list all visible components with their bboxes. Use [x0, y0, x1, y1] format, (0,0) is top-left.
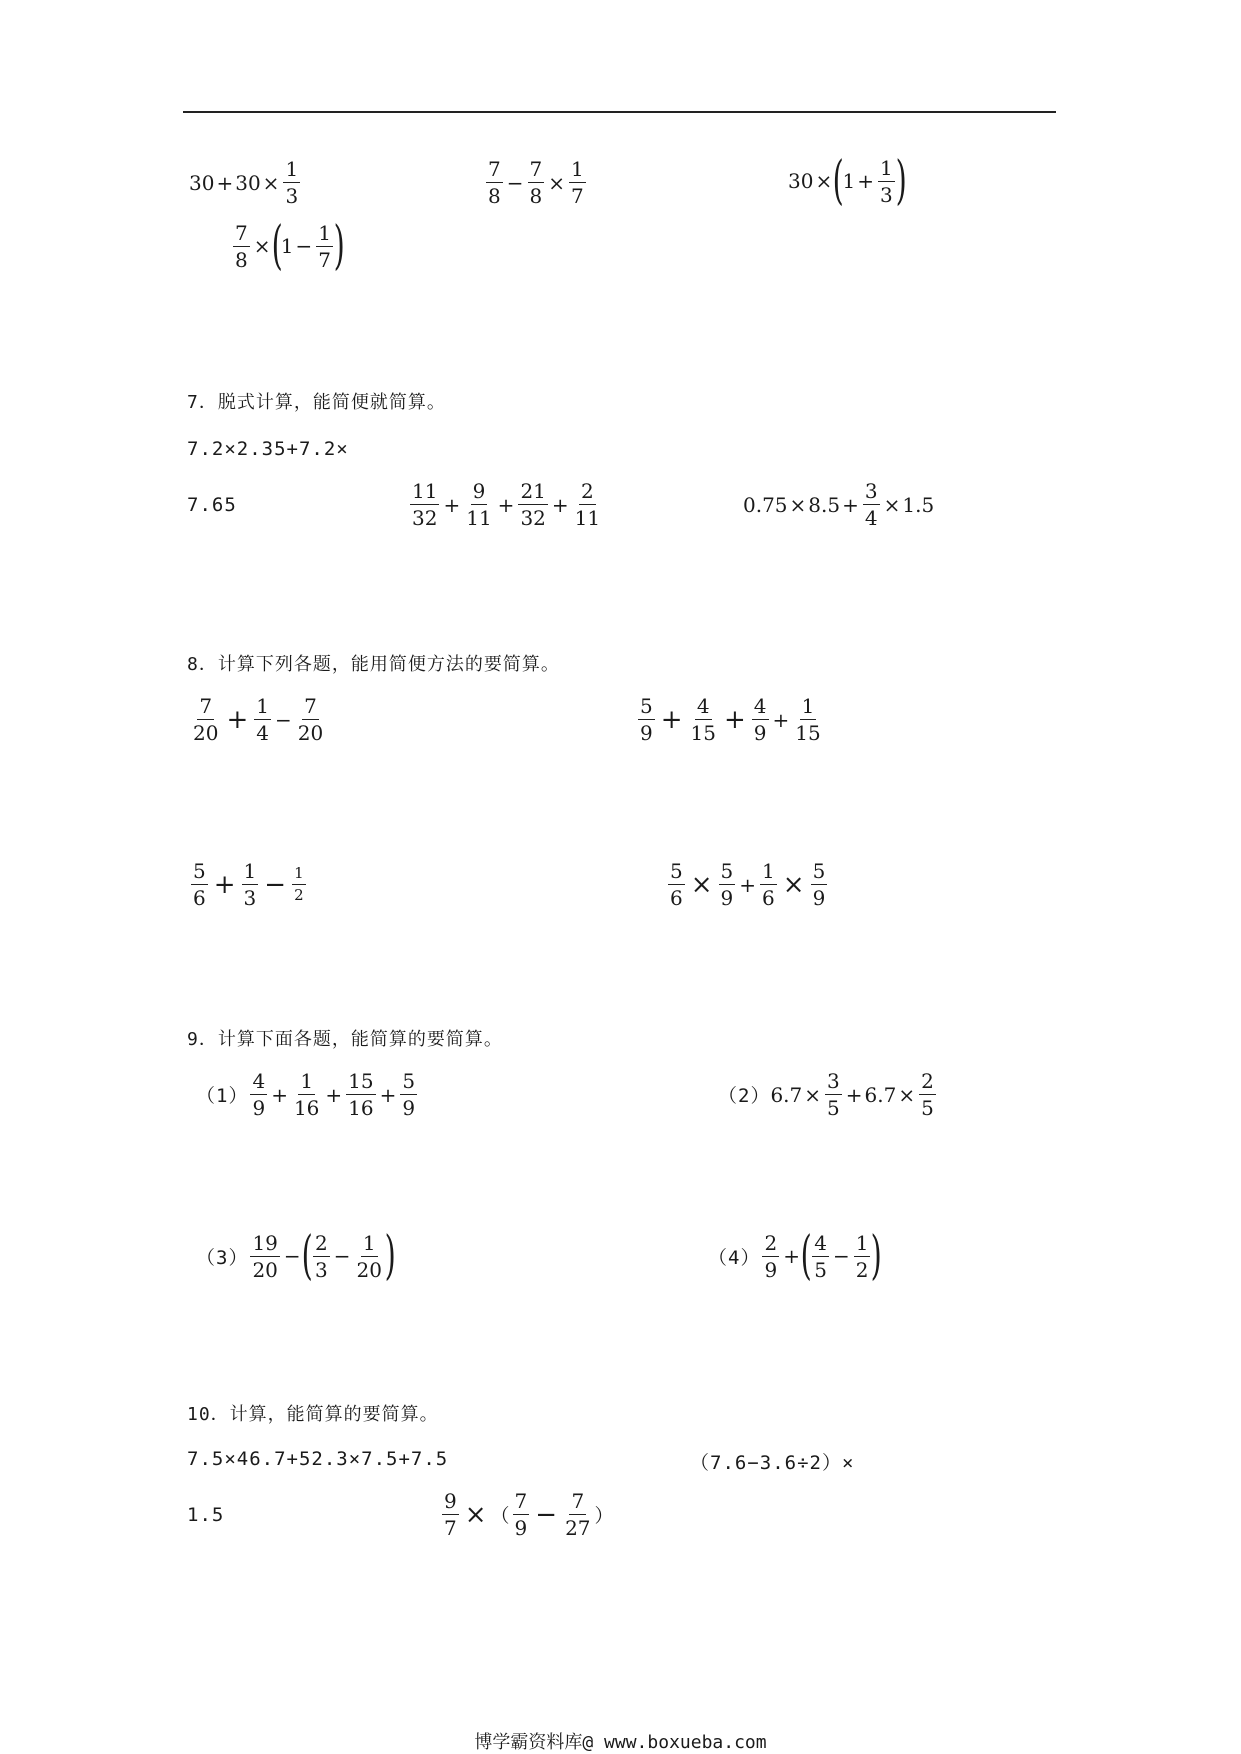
- denominator: 7: [444, 1516, 457, 1540]
- expression-term: 30: [235, 170, 261, 195]
- expression-term: （3）: [196, 1246, 249, 1269]
- fraction: [313, 1232, 330, 1281]
- fraction: [296, 695, 325, 744]
- operator: +: [325, 1082, 343, 1107]
- fraction: [486, 158, 503, 207]
- numerator: 1: [243, 859, 257, 883]
- q8-expr-1: [189, 695, 327, 744]
- denominator: 6: [762, 886, 775, 910]
- q7-expr-3: [743, 480, 934, 529]
- fraction: [563, 1490, 592, 1539]
- q9-part-2: [718, 1070, 938, 1119]
- denominator: 16: [348, 1096, 374, 1120]
- denominator: 4: [864, 506, 878, 530]
- fraction: [283, 158, 300, 207]
- denominator: 11: [466, 506, 492, 530]
- q9-part-4: [708, 1226, 883, 1286]
- fraction: [346, 1070, 375, 1119]
- q8-expr-2: [636, 695, 825, 744]
- q10-expr-3: [440, 1490, 615, 1539]
- denominator: 6: [670, 886, 683, 910]
- numerator: 1: [300, 1069, 314, 1093]
- operator: +: [660, 704, 683, 735]
- denominator: 9: [640, 721, 653, 745]
- denominator: 9: [720, 886, 734, 910]
- operator: ×: [253, 234, 271, 258]
- numerator: 9: [444, 1489, 457, 1513]
- prev-expr-2: [484, 158, 588, 207]
- fraction: [250, 1232, 279, 1281]
- expression-term: 1.5: [902, 492, 935, 517]
- fraction: [762, 1232, 779, 1281]
- fraction: [863, 480, 880, 529]
- denominator: 9: [514, 1516, 528, 1540]
- question-10-title: 10．计算，能简算的要简算。: [187, 1404, 439, 1425]
- fraction: [793, 695, 822, 744]
- fraction: [191, 860, 208, 909]
- fraction: [638, 695, 655, 744]
- operator: +: [739, 872, 757, 897]
- denominator: 16: [293, 1096, 320, 1120]
- fraction: [191, 695, 220, 744]
- numerator: 7: [488, 157, 501, 181]
- denominator: 4: [256, 721, 269, 745]
- numerator: 1: [292, 865, 306, 885]
- denominator: 32: [520, 506, 546, 530]
- numerator: 1: [362, 1230, 376, 1255]
- operator: +: [497, 492, 515, 517]
- denominator: 11: [574, 506, 601, 530]
- numerator: 7: [304, 694, 317, 718]
- operator: ×: [898, 1082, 916, 1107]
- numerator: 5: [812, 859, 826, 883]
- fraction: [254, 695, 271, 744]
- operator: −: [264, 869, 287, 900]
- denominator: 3: [243, 886, 257, 910]
- parenthesis: ): [333, 216, 345, 276]
- operator: −: [535, 1499, 558, 1530]
- operator: +: [842, 492, 859, 517]
- denominator: 9: [402, 1096, 416, 1120]
- operator: +: [723, 704, 746, 735]
- operator: ×: [883, 492, 901, 517]
- denominator: 3: [880, 182, 893, 207]
- fraction: [442, 1490, 459, 1539]
- numerator: 1: [285, 157, 299, 181]
- fraction: [242, 860, 259, 909]
- denominator: 20: [193, 721, 219, 745]
- denominator: 20: [252, 1257, 278, 1282]
- operator: ×: [789, 492, 807, 517]
- numerator: 1: [762, 859, 775, 883]
- parenthesis: ): [895, 151, 907, 211]
- operator: −: [283, 1244, 301, 1268]
- q10-expr-1: 7.5×46.7+52.3×7.5+7.5: [187, 1448, 449, 1470]
- fraction: [752, 695, 769, 744]
- operator: −: [506, 170, 524, 195]
- fraction: [573, 480, 602, 529]
- denominator: 9: [764, 1257, 778, 1282]
- denominator: 15: [690, 721, 716, 745]
- operator: ×: [548, 170, 565, 195]
- operator: +: [772, 707, 790, 732]
- fraction: [719, 860, 736, 909]
- q7-expr-2: [408, 480, 604, 529]
- operator: +: [845, 1082, 863, 1107]
- numerator: 5: [720, 859, 734, 883]
- numerator: 21: [520, 479, 546, 503]
- question-8-title: 8．计算下列各题，能用简便方法的要简算。: [187, 654, 560, 675]
- denominator: 32: [412, 506, 438, 530]
- denominator: 3: [314, 1257, 328, 1282]
- numerator: 19: [252, 1230, 278, 1255]
- fraction: [878, 157, 895, 206]
- parenthesis: (: [832, 151, 844, 211]
- numerator: 11: [412, 479, 438, 503]
- fraction: [569, 158, 586, 207]
- denominator: 2: [294, 886, 304, 904]
- fraction: [528, 158, 545, 207]
- header-rule: [183, 111, 1056, 113]
- operator: −: [333, 1244, 351, 1268]
- numerator: 2: [921, 1069, 934, 1093]
- numerator: 5: [193, 859, 206, 883]
- fraction: [354, 1232, 383, 1281]
- denominator: 27: [565, 1516, 591, 1540]
- fraction: [689, 695, 718, 744]
- q8-expr-3: [189, 860, 308, 909]
- fraction: [410, 480, 439, 529]
- q7-expr-1-line2: 7.65: [187, 494, 237, 516]
- numerator: 7: [199, 694, 213, 718]
- numerator: 1: [318, 220, 332, 245]
- denominator: 3: [285, 184, 299, 208]
- numerator: 1: [880, 155, 893, 180]
- numerator: 4: [696, 694, 710, 718]
- numerator: 3: [827, 1069, 840, 1093]
- operator: +: [216, 170, 234, 195]
- expression-term: 0.75: [743, 492, 788, 517]
- denominator: 20: [297, 721, 324, 745]
- numerator: 7: [235, 220, 248, 245]
- denominator: 15: [795, 721, 821, 745]
- q9-part-3: [196, 1226, 396, 1286]
- fraction: [464, 480, 493, 529]
- numerator: 15: [348, 1069, 374, 1093]
- numerator: 1: [801, 694, 815, 718]
- operator: +: [213, 869, 236, 900]
- q10-expr-2-line1: （7.6−3.6÷2）×: [690, 1452, 855, 1474]
- expression-term: 1: [280, 234, 294, 258]
- operator: +: [226, 704, 249, 735]
- expression-term: （2）: [718, 1085, 771, 1107]
- numerator: 4: [814, 1230, 827, 1255]
- denominator: 8: [529, 184, 543, 208]
- numerator: 4: [252, 1069, 266, 1093]
- operator: +: [857, 169, 875, 193]
- denominator: 8: [488, 184, 501, 208]
- question-7-title: 7．脱式计算，能简便就简算。: [187, 392, 446, 413]
- numerator: 7: [529, 157, 543, 181]
- parenthesis: (: [800, 1226, 812, 1286]
- numerator: 3: [864, 479, 878, 503]
- parenthesis: ): [384, 1226, 396, 1286]
- operator: ×: [690, 869, 713, 900]
- numerator: 1: [571, 157, 584, 181]
- question-9-title: 9．计算下面各题，能简算的要简算。: [187, 1029, 503, 1050]
- operator: +: [271, 1082, 288, 1107]
- fraction: [233, 222, 250, 271]
- numerator: 5: [640, 694, 653, 718]
- operator: +: [551, 492, 569, 517]
- expression-term: （1）: [196, 1085, 249, 1107]
- operator: +: [379, 1082, 397, 1107]
- expression-term: ）: [594, 1505, 615, 1527]
- fraction: [760, 860, 777, 909]
- numerator: 2: [764, 1230, 778, 1255]
- fraction: [292, 1070, 321, 1119]
- denominator: 9: [753, 721, 767, 745]
- numerator: 5: [402, 1069, 416, 1093]
- fraction: [825, 1070, 842, 1119]
- fraction: [919, 1070, 936, 1119]
- denominator: 9: [252, 1096, 266, 1120]
- q10-expr-2-line2: 1.5: [187, 1504, 225, 1526]
- numerator: 4: [753, 694, 767, 718]
- expression-term: （: [490, 1505, 511, 1527]
- fraction: [812, 1232, 829, 1281]
- numerator: 1: [855, 1230, 869, 1255]
- expression-term: （4）: [708, 1246, 761, 1269]
- fraction: [518, 480, 547, 529]
- prev-expr-4: [231, 216, 345, 276]
- q9-part-1: [196, 1070, 419, 1119]
- q7-expr-1-line1: 7.2×2.35+7.2×: [187, 438, 349, 460]
- expression-term: 1: [842, 169, 856, 193]
- numerator: 7: [571, 1489, 585, 1513]
- denominator: 7: [318, 247, 332, 272]
- denominator: 2: [855, 1257, 869, 1282]
- parenthesis: (: [301, 1226, 313, 1286]
- numerator: 2: [581, 479, 594, 503]
- operator: +: [443, 492, 461, 517]
- numerator: 7: [514, 1489, 528, 1513]
- expression-term: 30: [189, 170, 215, 195]
- prev-expr-1: [189, 158, 302, 207]
- denominator: 5: [814, 1257, 827, 1282]
- denominator: 8: [235, 247, 248, 272]
- operator: ×: [262, 170, 280, 195]
- expression-term: 6.7: [864, 1082, 897, 1107]
- operator: ×: [815, 169, 833, 193]
- numerator: 9: [472, 479, 486, 503]
- denominator: 7: [571, 184, 584, 208]
- operator: +: [783, 1244, 800, 1268]
- numerator: 5: [670, 859, 683, 883]
- fraction: [513, 1490, 530, 1539]
- fraction: [316, 222, 333, 271]
- q8-expr-4: [666, 860, 829, 909]
- numerator: 2: [314, 1230, 328, 1255]
- operator: −: [295, 234, 313, 258]
- expression-term: 6.7: [770, 1082, 803, 1107]
- expression-term: 30: [788, 169, 814, 193]
- prev-expr-3: [788, 151, 907, 211]
- fraction: [668, 860, 685, 909]
- operator: −: [274, 707, 292, 732]
- fraction: [250, 1070, 267, 1119]
- parenthesis: ): [871, 1226, 883, 1286]
- operator: ×: [464, 1499, 487, 1530]
- numerator: 1: [256, 694, 269, 718]
- denominator: 20: [356, 1257, 382, 1282]
- footer-watermark: 博学霸资料库@ www.boxueba.com: [474, 1732, 767, 1753]
- operator: ×: [804, 1082, 822, 1107]
- fraction: [811, 860, 828, 909]
- parenthesis: (: [271, 216, 283, 276]
- denominator: 5: [827, 1096, 840, 1120]
- denominator: 9: [812, 886, 826, 910]
- fraction: [292, 865, 306, 904]
- denominator: 6: [193, 886, 206, 910]
- fraction: [400, 1070, 417, 1119]
- denominator: 5: [921, 1096, 934, 1120]
- operator: −: [832, 1244, 850, 1268]
- expression-term: 8.5: [808, 492, 841, 517]
- fraction: [854, 1232, 871, 1281]
- operator: ×: [782, 869, 805, 900]
